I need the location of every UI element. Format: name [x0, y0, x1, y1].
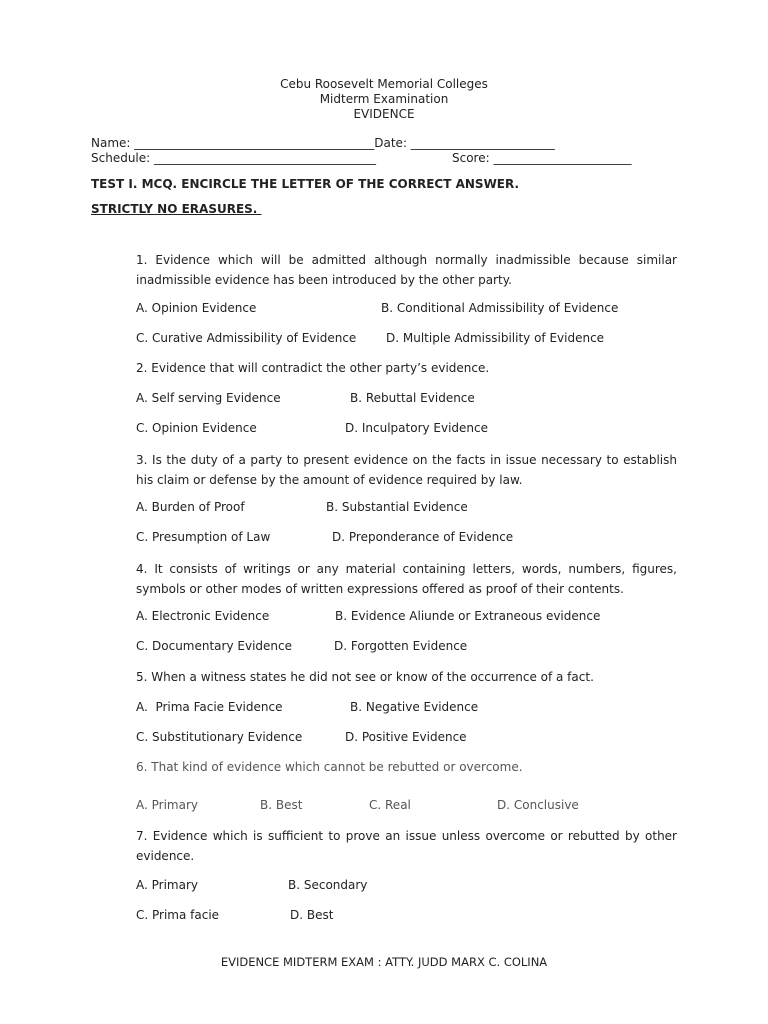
question-1-choice-c: C. Curative Admissibility of Evidence	[136, 331, 357, 345]
score-field: Score: _______________________	[452, 151, 632, 165]
question-3-choice-b: B. Substantial Evidence	[326, 500, 468, 514]
question-6-choice-d: D. Conclusive	[497, 798, 579, 812]
question-2-choice-b: B. Rebuttal Evidence	[350, 391, 475, 405]
question-4-choice-b: B. Evidence Aliunde or Extraneous evidence	[335, 609, 601, 623]
question-2-choice-c: C. Opinion Evidence	[136, 421, 257, 435]
test-instruction: TEST I. MCQ. ENCIRCLE THE LETTER OF THE CORRECT ANSWER.	[91, 177, 520, 191]
question-3-text: 3. Is the duty of a party to present evidence on the facts in issue necessary to establish his claim or defense by the amount of evidence required by law.	[136, 453, 677, 487]
question-6-text: 6. That kind of evidence which cannot be rebutted or overcome.	[136, 760, 523, 774]
question-1-choice-a: A. Opinion Evidence	[136, 301, 257, 315]
question-4-choice-c: C. Documentary Evidence	[136, 639, 292, 653]
question-3-choice-a: A. Burden of Proof	[136, 500, 245, 514]
strict-instruction: STRICTLY NO ERASURES.	[91, 202, 262, 216]
question-2-choice-d: D. Inculpatory Evidence	[345, 421, 489, 435]
name-date-field: Name: ________________________________________Date: ________________________	[91, 136, 555, 150]
question-5-choice-c: C. Substitutionary Evidence	[136, 730, 303, 744]
question-7-choice-c: C. Prima facie	[136, 908, 220, 922]
question-5-choice-b: B. Negative Evidence	[350, 700, 479, 714]
question-3-choice-d: D. Preponderance of Evidence	[332, 530, 514, 544]
question-2-text: 2. Evidence that will contradict the other party’s evidence.	[136, 361, 490, 375]
question-7-text: 7. Evidence which is sufficient to prove an issue unless overcome or rebutted by other evidence.	[136, 829, 677, 863]
question-7-choice-b: B. Secondary	[288, 878, 368, 892]
question-2-choice-a: A. Self serving Evidence	[136, 391, 281, 405]
exam-title: Midterm Examination	[319, 92, 449, 106]
question-6-choice-c: C. Real	[369, 798, 411, 812]
question-5-choice-d: D. Positive Evidence	[345, 730, 467, 744]
question-5-text: 5. When a witness states he did not see or know of the occurrence of a fact.	[136, 670, 594, 684]
question-5-choice-a: A. Prima Facie Evidence	[136, 700, 283, 714]
question-1-choice-b: B. Conditional Admissibility of Evidence	[381, 301, 619, 315]
question-6-choice-b: B. Best	[260, 798, 303, 812]
question-3-choice-c: C. Presumption of Law	[136, 530, 271, 544]
page-footer: EVIDENCE MIDTERM EXAM : ATTY. JUDD MARX C. COLINA	[220, 955, 548, 969]
schedule-field: Schedule: _____________________________________	[91, 151, 376, 165]
question-4-choice-a: A. Electronic Evidence	[136, 609, 270, 623]
subject-title: EVIDENCE	[353, 107, 415, 121]
question-7-choice-d: D. Best	[290, 908, 334, 922]
question-4-text: 4. It consists of writings or any material containing letters, words, numbers, figures, symbols or other modes of written expressions offered as proof of their contents.	[136, 562, 677, 596]
question-4-choice-d: D. Forgotten Evidence	[334, 639, 468, 653]
school-name: Cebu Roosevelt Memorial Colleges	[280, 77, 488, 91]
question-7-choice-a: A. Primary	[136, 878, 198, 892]
question-6-choice-a: A. Primary	[136, 798, 198, 812]
question-1-choice-d: D. Multiple Admissibility of Evidence	[386, 331, 605, 345]
question-1-text: 1. Evidence which will be admitted although normally inadmissible because similar inadmissible evidence has been introduced by the other party.	[136, 253, 677, 287]
